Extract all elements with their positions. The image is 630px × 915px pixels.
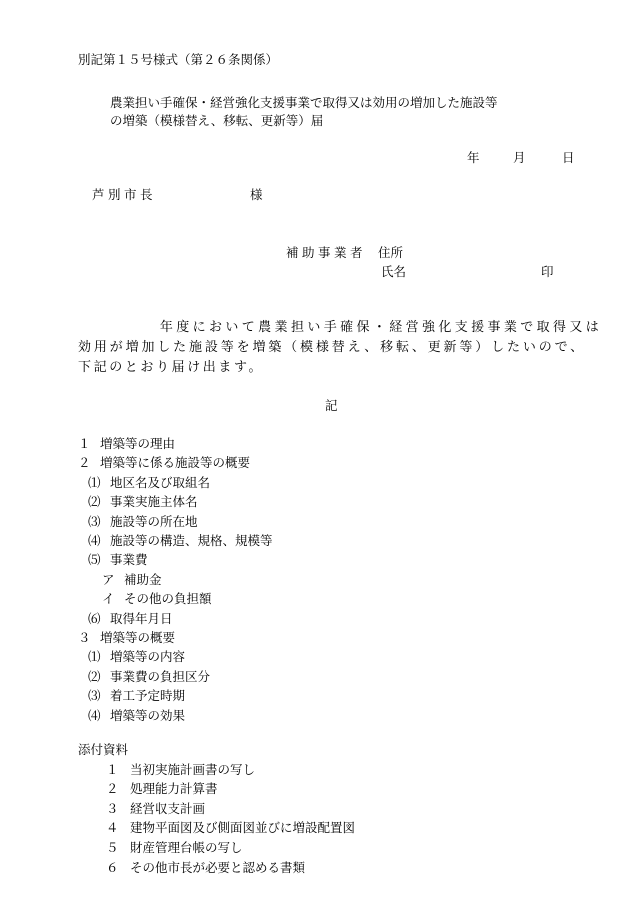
item-label: 補助金: [124, 571, 162, 587]
item-number: ⑵: [88, 494, 101, 510]
addressee-honorific: 様: [250, 187, 263, 202]
body-line: 年度において農業担い手確保・経営強化支援事業で取得又は: [78, 320, 603, 335]
item-number: ⑷: [88, 533, 101, 549]
list-item: [78, 473, 273, 492]
item-number: ２: [106, 781, 119, 797]
list-item: [78, 570, 273, 589]
list-item: [78, 434, 273, 453]
applicant-label: 補助事業者: [286, 245, 367, 260]
list-item: [78, 818, 355, 838]
item-label: 財産管理台帳の写し: [130, 839, 243, 855]
list-item: [78, 531, 273, 550]
attachments-heading: 添付資料: [78, 742, 129, 757]
seal-mark: 印: [541, 264, 554, 279]
item-number: イ: [102, 591, 115, 607]
ki-marker: 記: [325, 398, 338, 413]
item-label: 処理能力計算書: [130, 781, 218, 797]
list-item: [78, 706, 273, 725]
item-label: 増築等の概要: [100, 630, 176, 646]
date-year-label: 年: [467, 150, 480, 165]
list-item: [78, 609, 273, 628]
name-label: 氏名: [381, 264, 407, 279]
item-number: ５: [106, 839, 119, 855]
list-item: [78, 492, 273, 511]
document-title-line-1: 農業担い手確保・経営強化支援事業で取得又は効用の増加した施設等: [110, 95, 498, 110]
item-number: ⑴: [88, 649, 101, 665]
item-number: ３: [106, 800, 119, 816]
document-title-line-2: の増築（模様替え、移転、更新等）届: [110, 113, 324, 128]
list-item: [78, 858, 355, 878]
address-label: 住所: [378, 245, 404, 260]
item-number: ⑷: [88, 707, 101, 723]
item-number: １: [106, 761, 119, 777]
item-number: ⑶: [88, 513, 101, 529]
item-label: 施設等の所在地: [110, 513, 198, 529]
item-number: ⑸: [88, 552, 101, 568]
list-item: [78, 550, 273, 569]
item-label: 地区名及び取組名: [110, 474, 211, 490]
item-label: 取得年月日: [110, 610, 173, 626]
list-item: [78, 647, 273, 666]
item-label: その他市長が必要と認める書類: [130, 859, 306, 875]
item-label: 経営収支計画: [130, 800, 206, 816]
list-item: [78, 589, 273, 608]
item-list: [78, 434, 273, 725]
form-header: 別記第１５号様式（第２６条関係）: [78, 52, 279, 67]
body-line: 効用が増加した施設等を増築（模様替え、移転、更新等）したいので、: [78, 340, 587, 355]
item-label: 事業費: [110, 552, 148, 568]
item-number: ア: [102, 571, 115, 587]
item-number: ４: [106, 820, 119, 836]
list-item: [78, 686, 273, 705]
item-label: 増築等に係る施設等の概要: [100, 455, 251, 471]
item-label: その他の負担額: [124, 591, 212, 607]
body-line: 下記のとおり届け出ます。: [78, 360, 265, 375]
item-number: １: [78, 436, 91, 451]
date-day-label: 日: [562, 150, 575, 165]
item-label: 増築等の理由: [100, 436, 176, 451]
list-item: [78, 453, 273, 472]
item-label: 事業費の負担区分: [110, 668, 211, 684]
item-number: ３: [78, 630, 91, 646]
item-number: ⑵: [88, 668, 101, 684]
list-item: [78, 760, 355, 780]
item-number: ⑴: [88, 474, 101, 490]
list-item: [78, 779, 355, 799]
list-item: [78, 838, 355, 858]
item-label: 増築等の効果: [110, 707, 186, 723]
item-label: 建物平面図及び側面図並びに増設配置図: [130, 820, 356, 836]
list-item: [78, 799, 355, 819]
item-number: ⑹: [88, 610, 101, 626]
date-month-label: 月: [513, 150, 526, 165]
item-number: ２: [78, 455, 91, 471]
body-paragraph: [78, 318, 603, 378]
item-label: 当初実施計画書の写し: [130, 761, 256, 777]
item-label: 増築等の内容: [110, 649, 186, 665]
item-number: ⑶: [88, 688, 101, 704]
item-label: 事業実施主体名: [110, 494, 198, 510]
addressee-name: 芦別市長: [92, 187, 157, 202]
list-item: [78, 512, 273, 531]
list-item: [78, 628, 273, 647]
item-label: 着工予定時期: [110, 688, 186, 704]
item-number: ６: [106, 859, 119, 875]
list-item: [78, 667, 273, 686]
item-label: 施設等の構造、規格、規模等: [110, 533, 273, 549]
attachments-section: [78, 740, 355, 877]
